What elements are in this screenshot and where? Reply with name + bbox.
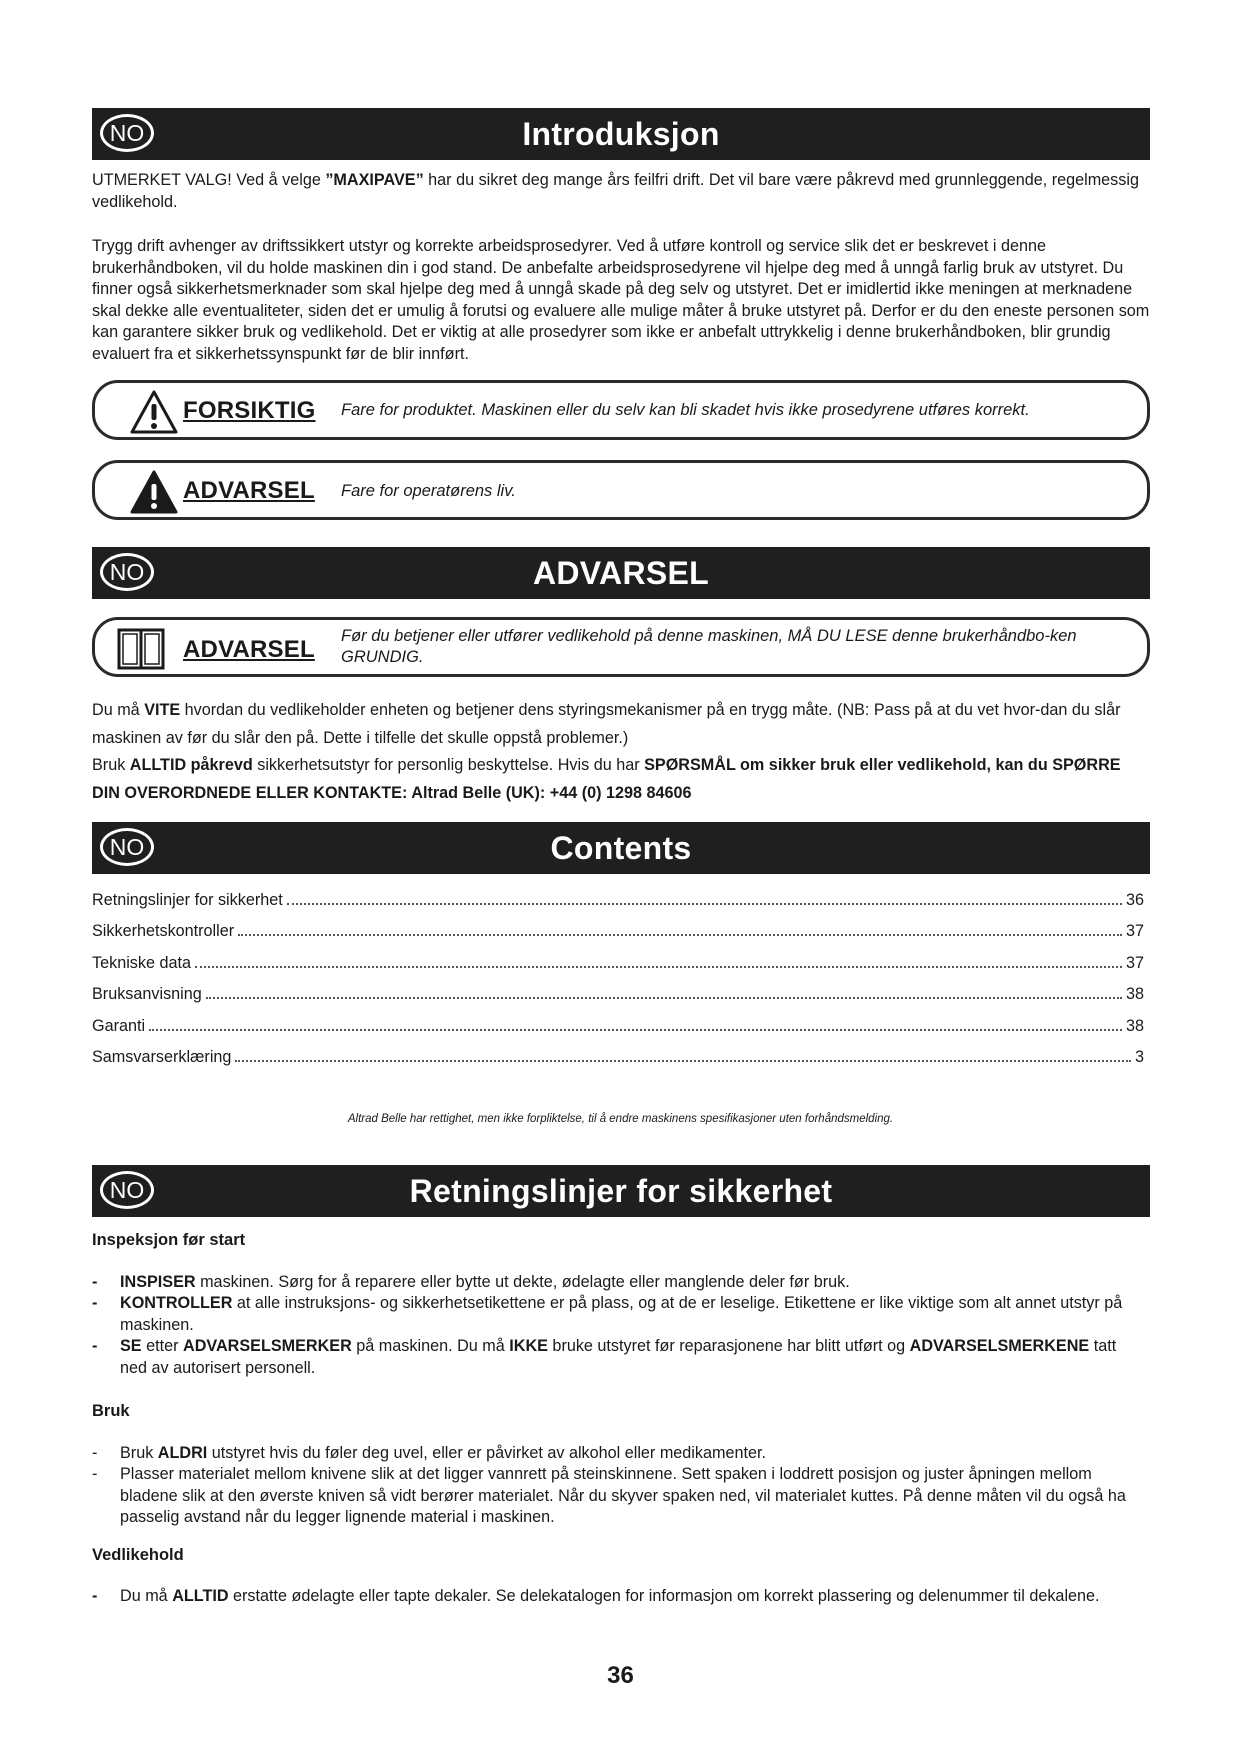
- toc-leader: [195, 966, 1122, 968]
- section-title: ADVARSEL: [532, 555, 710, 591]
- warning-box: [92, 460, 1150, 520]
- caution-triangle-icon: [129, 389, 179, 435]
- disclaimer-note: Altrad Belle har rettighet, men ikke forpliktelse, til å endre maskinens spesifikasjoner uten forhåndsmelding.: [347, 1113, 894, 1125]
- page-number: 36: [607, 1662, 634, 1689]
- section-header-contents: [92, 822, 1150, 874]
- toc-page: 3: [1134, 1048, 1144, 1066]
- toc-label: Bruksanvisning: [92, 985, 202, 1003]
- intro-paragraph-1: UTMERKET VALG! Ved å velge ”MAXIPAVE” har du sikret deg mange års feilfri drift. Det vil bare være påkrevd med grunnleggende, regelmessig vedlikehold.: [92, 171, 1139, 211]
- section-header-intro: [92, 108, 1150, 160]
- toc-label: Sikkerhetskontroller: [92, 922, 235, 940]
- caution-text: Fare for produktet. Maskinen eller du selv kan bli skadet hvis ikke prosedyrene utføres korrekt.: [341, 401, 1030, 419]
- read-manual-box: [92, 617, 1150, 677]
- country-badge: NO: [100, 114, 154, 152]
- advarsel-paragraph-1: Du må VITE hvordan du vedlikeholder enheten og betjener dens styringsmekanismer på en trygg måte. (NB: Pass på at du vet hvor-dan du slår maskinen av før du slår den på. Dette i tilfelle det skulle oppstå problemer.): [92, 701, 1121, 747]
- subheading-maintenance: Vedlikehold: [92, 1546, 184, 1564]
- toc-row[interactable]: [92, 951, 1144, 973]
- toc-page: 37: [1125, 922, 1144, 940]
- toc-page: 37: [1125, 954, 1144, 972]
- toc-leader: [238, 934, 1122, 936]
- toc-leader: [287, 903, 1122, 905]
- section-title: Retningslinjer for sikkerhet: [409, 1173, 833, 1209]
- list-item: - Plasser materialet mellom knivene slik at det ligger vannrett på steinskinnene. Sett spaken i loddrett posisjon og juster åpningen mellom bladene slik at den øverste kniven så vidt berører materialet. Når du skyver spaken ned, vil materialet kuttes. På denne måten vil du også ha passelig avstand når du legger lignende material i maskinen.: [92, 1465, 1126, 1526]
- list-item: - INSPISER maskinen. Sørg for å reparere eller bytte ut dekte, ødelagte eller manglende deler før bruk.: [92, 1273, 850, 1291]
- toc-label: Retningslinjer for sikkerhet: [92, 891, 283, 909]
- list-item: - Bruk ALDRI utstyret hvis du føler deg uvel, eller er påvirket av alkohol eller medikamenter.: [92, 1444, 766, 1462]
- read-manual-label: ADVARSEL: [183, 636, 315, 663]
- caution-box: [92, 380, 1150, 440]
- section-header-advarsel: [92, 547, 1150, 599]
- section-title: Contents: [550, 830, 692, 866]
- subheading-inspection: Inspeksjon før start: [92, 1231, 246, 1249]
- toc-leader: [235, 1060, 1131, 1062]
- country-badge: NO: [100, 1171, 154, 1209]
- toc-page: 38: [1125, 985, 1144, 1003]
- country-badge: NO: [100, 828, 154, 866]
- manual-book-icon: [113, 626, 169, 672]
- toc-page: 38: [1125, 1017, 1144, 1035]
- toc-row[interactable]: [92, 919, 1144, 941]
- list-item: - KONTROLLER at alle instruksjons- og sikkerhetsetikettene er på plass, og at de er leselige. Etikettene er like viktige som alt annet utstyr på maskinen.: [92, 1294, 1123, 1334]
- list-item: - Du må ALLTID erstatte ødelagte eller tapte dekaler. Se delekatalogen for informasjon om korrekt plassering og delenummer til dekalene.: [92, 1587, 1100, 1605]
- read-manual-text: Før du betjener eller utfører vedlikehold på denne maskinen, MÅ DU LESE denne brukerhåndbo-ken GRUNDIG.: [341, 627, 1077, 666]
- toc-leader: [206, 997, 1122, 999]
- section-title: Introduksjon: [522, 116, 720, 152]
- toc-row[interactable]: [92, 1045, 1144, 1067]
- toc-label: Garanti: [92, 1017, 146, 1035]
- toc-label: Samsvarserklæring: [92, 1048, 232, 1066]
- toc-row[interactable]: [92, 982, 1144, 1004]
- intro-paragraph-2: Trygg drift avhenger av driftssikkert utstyr og korrekte arbeidsprosedyrer. Ved å utføre kontroll og service slik det er beskrevet i denne brukerhåndboken, vil du holde maskinen din i god stand. De anbefalte arbeidsprosedyrene vil hjelpe deg med å unngå farlig bruk av utstyret. Du finner også sikkerhetsmerknader som skal hjelpe deg med å unngå skade på deg selv og utstyret. Det er imidlertid ikke meningen at merknadene skal dekke alle eventualiteter, siden det er umulig å forutsi og evaluere alle mulige måter å bruke utstyret på. Derfor er du den eneste personen som kan garantere sikker bruk og vedlikehold. Det er viktig at alle prosedyrer som ikke er anbefalt uttrykkelig i denne brukerhåndboken, blir grundig evaluert fra et sikkerhetssynspunkt før de blir innført.: [92, 237, 1150, 363]
- section-header-safety: [92, 1165, 1150, 1217]
- warning-triangle-icon: [129, 469, 179, 515]
- toc-row[interactable]: [92, 1014, 1144, 1036]
- toc-label: Tekniske data: [92, 954, 191, 972]
- caution-label: FORSIKTIG: [183, 397, 316, 424]
- subheading-use: Bruk: [92, 1402, 130, 1420]
- warning-label: ADVARSEL: [183, 477, 315, 504]
- warning-text: Fare for operatørens liv.: [341, 482, 516, 500]
- list-item: - SE etter ADVARSELSMERKER på maskinen. Du må IKKE bruke utstyret før reparasjonene har blitt utført og ADVARSELSMERKENE tatt ned av autorisert personell.: [92, 1337, 1117, 1377]
- country-badge: NO: [100, 553, 154, 591]
- toc-leader: [149, 1029, 1122, 1031]
- toc-row[interactable]: [92, 888, 1144, 910]
- toc-page: 36: [1125, 891, 1144, 909]
- advarsel-paragraph-2: Bruk ALLTID påkrevd sikkerhetsutstyr for personlig beskyttelse. Hvis du har SPØRSMÅL om sikker bruk eller vedlikehold, kan du SPØRRE DIN OVERORDNEDE ELLER KONTAKTE: Altrad Belle (UK): +44 (0) 1298 84606: [92, 756, 1121, 802]
